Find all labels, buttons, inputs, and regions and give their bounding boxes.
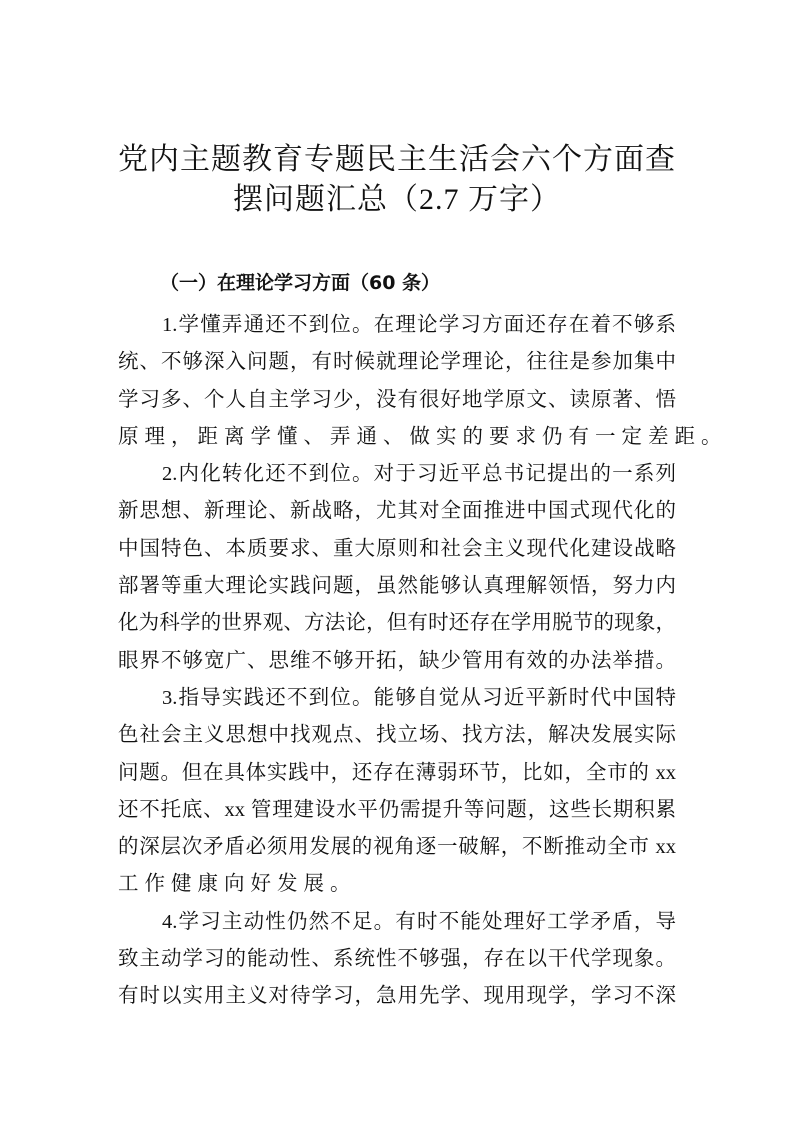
text-line: 3.指导实践还不到位。能够自觉从习近平新时代中国特 bbox=[162, 686, 676, 709]
document-title-line-2: 摆问题汇总（2.7 万字） bbox=[233, 183, 561, 216]
text-line: 的深层次矛盾必须用发展的视角逐一破解，不断推动全市 xx bbox=[118, 836, 676, 859]
paragraph-2 bbox=[118, 456, 676, 680]
text-line: 致主动学习的能动性、系统性不够强，存在以干代学现象。 bbox=[118, 948, 676, 971]
text-line: 统、不够深入问题，有时候就理论学理论，往往是参加集中 bbox=[118, 351, 676, 374]
paragraph-4 bbox=[118, 904, 676, 1016]
paragraph-1 bbox=[118, 307, 728, 456]
text-line: 2.内化转化还不到位。对于习近平总书记提出的一系列 bbox=[162, 463, 676, 486]
text-line: 学习多、个人自主学习少，没有很好地学原文、读原著、悟 bbox=[118, 388, 676, 411]
paragraph-3 bbox=[118, 680, 676, 904]
text-line: 工作健康向好发展。 bbox=[118, 873, 357, 896]
text-line: 有时以实用主义对待学习，急用先学、现用现学，学习不深 bbox=[118, 985, 676, 1008]
text-line: 中国特色、本质要求、重大原则和社会主义现代化建设战略 bbox=[118, 537, 676, 560]
text-line: 色社会主义思想中找观点、找立场、找方法，解决发展实际 bbox=[118, 724, 676, 747]
text-line: 4.学习主动性仍然不足。有时不能处理好工学矛盾，导 bbox=[162, 910, 676, 933]
text-line: 还不托底、xx 管理建设水平仍需提升等问题，这些长期积累 bbox=[118, 798, 676, 821]
text-line: 原理，距离学懂、弄通、做实的要求仍有一定差距。 bbox=[118, 425, 728, 448]
text-line: 化为科学的世界观、方法论，但有时还存在学用脱节的现象， bbox=[118, 612, 676, 635]
text-line: 问题。但在具体实践中，还存在薄弱环节，比如，全市的 xx bbox=[118, 761, 676, 784]
text-line: 1.学懂弄通还不到位。在理论学习方面还存在着不够系 bbox=[162, 314, 676, 336]
section-heading: （一）在理论学习方面（60 条） bbox=[160, 272, 441, 294]
text-line: 部署等重大理论实践问题，虽然能够认真理解领悟，努力内 bbox=[118, 575, 676, 598]
text-line: 新思想、新理论、新战略，尤其对全面推进中国式现代化的 bbox=[118, 500, 676, 523]
document-body bbox=[118, 307, 728, 1016]
text-line: 眼界不够宽广、思维不够开拓，缺少管用有效的办法举措。 bbox=[118, 649, 676, 672]
document-title-line-1: 党内主题教育专题民主生活会六个方面查 bbox=[118, 143, 676, 176]
